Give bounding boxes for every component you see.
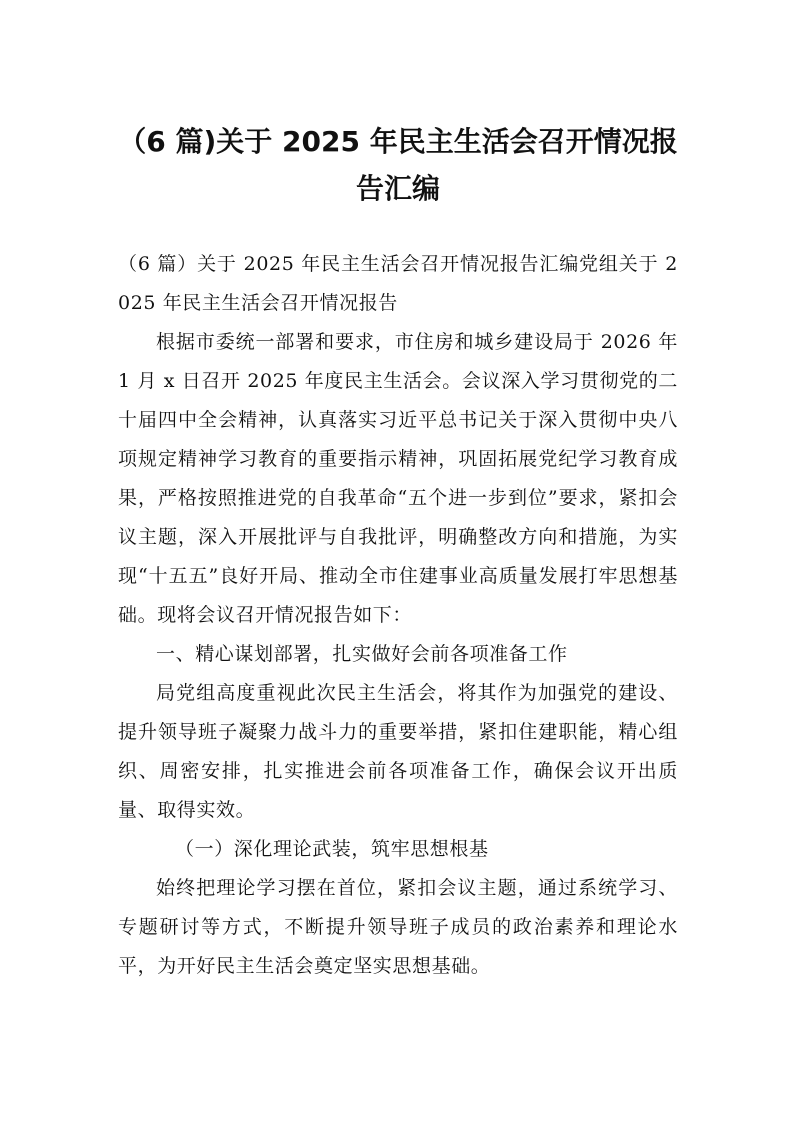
intro-paragraph: （6 篇）关于 2025 年民主生活会召开情况报告汇编党组关于 2025 年民主生活会召开情况报告: [118, 253, 678, 314]
body-paragraph: 始终把理论学习摆在首位，紧扣会议主题，通过系统学习、专题研讨等方式，不断提升领导班子成员的政治素养和理论水平，为开好民主生活会奠定坚实思想基础。: [118, 877, 678, 977]
title-line-2: 告汇编: [355, 172, 440, 205]
section-heading: 一、精心谋划部署，扎实做好会前各项准备工作: [156, 643, 568, 665]
document-title: [118, 118, 678, 212]
subsection-heading: （一）深化理论武装，筑牢思想根基: [175, 838, 489, 860]
body-paragraph: 根据市委统一部署和要求，市住房和城乡建设局于 2026 年 1 月 x 日召开 2025 年度民主生活会。会议深入学习贯彻党的二十届四中全会精神，认真落实习近平总书记关于深入贯彻中央八项规定精神学习教育的重要指示精神，巩固拓展党纪学习教育成果，严格按照推进党的自我革命“五个进一步到位”要求，紧扣会议主题，深入开展批评与自我批评，明确整改方向和措施，为实现“十五五”良好开局、推动全市住建事业高质量发展打牢思想基础。现将会议召开情况报告如下：: [118, 331, 678, 626]
title-line-1: （6 篇)关于 2025 年民主生活会召开情况报: [118, 125, 678, 158]
body-paragraph: 局党组高度重视此次民主生活会，将其作为加强党的建设、提升领导班子凝聚力战斗力的重要举措，紧扣住建职能，精心组织、周密安排，扎实推进会前各项准备工作，确保会议开出质量、取得实效。: [118, 682, 678, 821]
document-page: [118, 118, 678, 986]
